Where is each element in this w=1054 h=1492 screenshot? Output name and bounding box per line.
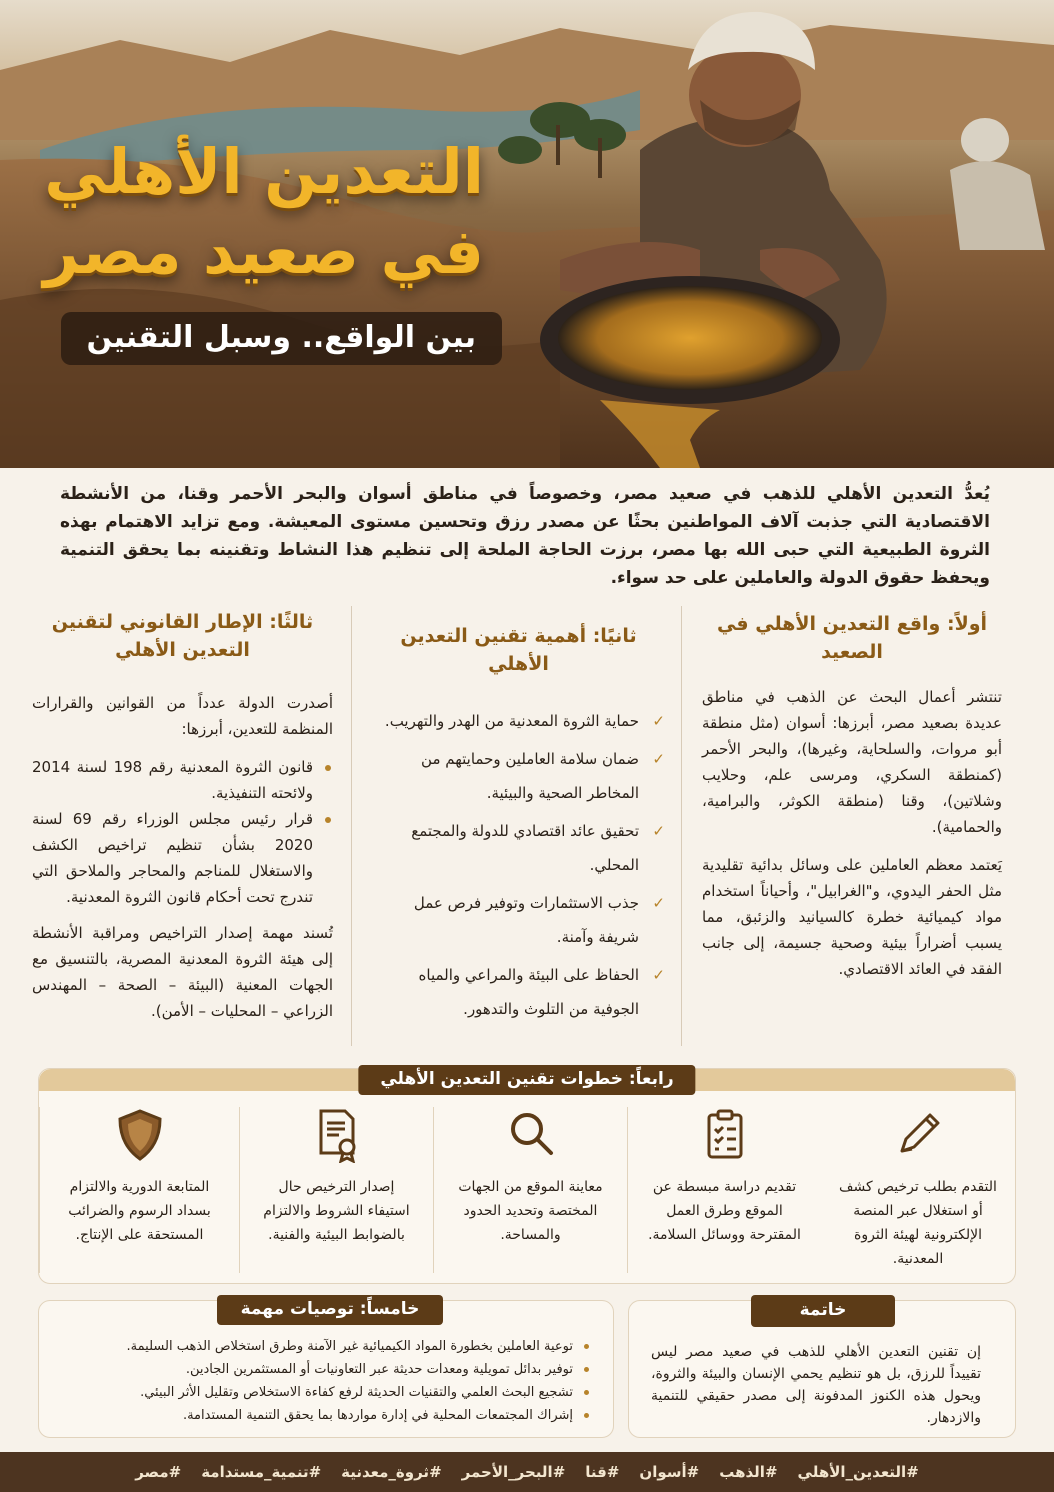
certificate-icon <box>311 1107 363 1163</box>
list-item: توعية العاملين بخطورة المواد الكيميائية غير الآمنة وطرق استخلاص الذهب السليمة. <box>51 1335 591 1358</box>
intro-paragraph: يُعدُّ التعدين الأهلي للذهب في صعيد مصر، وخصوصاً في مناطق أسوان والبحر الأحمر وقنا، من الأنشطة الاقتصادية التي جذبت آلاف المواطنين بحثًا عن مصدر رزق وتحسين مستوى المعيشة. ومع تزايد الاهتمام بهذه الثروة الطبيعية التي حبى الله بها مصر، برزت الحاجة الملحة إلى تنظيم هذا النشاط وتقنينه بما يحقق التنمية ويحفظ حقوق الدولة والعاملين على حد سواء. <box>60 484 990 588</box>
conclusion-text: إن تقنين التعدين الأهلي للذهب في صعيد مصر ليس تقييداً للرزق، بل هو تنظيم يحمي الإنسان والبيئة والثروة، ويحول هذه الكنوز المدفونة إلى مصدر حقيقي للتنمية والازدهار. <box>651 1344 981 1426</box>
hashtag[interactable]: #الذهب <box>719 1463 778 1481</box>
hashtag[interactable]: #أسوان <box>639 1463 700 1481</box>
list-item: إشراك المجتمعات المحلية في إدارة مواردها بما يحقق التنمية المستدامة. <box>51 1404 591 1427</box>
step-4 <box>239 1107 433 1273</box>
recommendations-box <box>38 1300 614 1438</box>
hashtag[interactable]: #مصر <box>135 1463 182 1481</box>
steps-title: رابعاً: خطوات تقنين التعدين الأهلي <box>358 1065 695 1095</box>
section-legal-framework <box>32 606 352 1046</box>
section-importance-title: ثانيًا: أهمية تقنين التعدين الأهلي <box>400 625 637 675</box>
step-1 <box>821 1107 1015 1273</box>
steps-section <box>38 1068 1016 1284</box>
legal-list <box>32 754 333 910</box>
list-item: قانون الثروة المعدنية رقم 198 لسنة 2014 ولائحته التنفيذية. <box>32 754 333 806</box>
list-item: ✓ ضمان سلامة العاملين وحمايتهم من المخاطر الصحية والبيئية. <box>372 742 665 810</box>
section-legal-title: ثالثًا: الإطار القانوني لتقنين التعدين الأهلي <box>51 611 314 661</box>
step-2-text: تقديم دراسة مبسطة عن الموقع وطرق العمل المقترحة ووسائل السلامة. <box>648 1179 801 1243</box>
step-5 <box>39 1107 239 1273</box>
recommendations-title: خامساً: توصيات مهمة <box>217 1295 443 1325</box>
hero-title-line1: التعدين الأهلي <box>44 135 484 208</box>
list-item: توفير بدائل تمويلية ومعدات حديثة عبر التعاونيات أو المستثمرين الجادين. <box>51 1358 591 1381</box>
section-legal-intro: أصدرت الدولة عدداً من القوانين والقرارات المنظمة للتعدين، أبرزها: <box>32 694 333 738</box>
hero-banner <box>0 0 1054 468</box>
section-importance <box>372 606 682 1046</box>
hero-title-line2: في صعيد مصر <box>43 215 484 288</box>
check-icon: ✓ <box>652 750 665 768</box>
section-reality-paragraph-2: يَعتمد معظم العاملين على وسائل بدائية تقليدية مثل الحفر اليدوي، و"الغرابيل"، وأحياناً استخدام مواد كيميائية خطرة كالسيانيد والزئبق، مما يسبب أضراراً بيئية وصحية جسيمة، إلى جانب الفقد في العائد الاقتصادي. <box>702 856 1002 978</box>
check-icon: ✓ <box>652 712 665 730</box>
step-4-text: إصدار الترخيص حال استيفاء الشروط والالتزام بالضوابط البيئية والفنية. <box>263 1179 410 1243</box>
section-legal-outro: تُسند مهمة إصدار التراخيص ومراقبة الأنشطة إلى هيئة الثروة المعدنية المصرية، بالتنسيق مع الجهات المعنية (البيئة – الصحة – المهندس الزراعي – المحليات – الأمن). <box>32 924 333 1020</box>
step-5-text: المتابعة الدورية والالتزام بسداد الرسوم والضرائب المستحقة على الإنتاج. <box>68 1179 211 1243</box>
section-reality-title: أولاً: واقع التعدين الأهلي في الصعيد <box>716 613 988 663</box>
list-item: قرار رئيس مجلس الوزراء رقم 69 لسنة 2020 بشأن تنظيم تراخيص الكشف والاستغلال للمناجم والمحاجر والملاحق التي تندرج تحت أحكام قانون الثروة المعدنية. <box>32 806 333 910</box>
pencil-icon <box>892 1107 944 1163</box>
hashtag[interactable]: #تنمية_مستدامة <box>201 1463 322 1481</box>
conclusion-box <box>628 1300 1016 1438</box>
list-item: ✓ جذب الاستثمارات وتوفير فرص عمل شريفة وآمنة. <box>372 886 665 954</box>
section-reality <box>702 606 1002 1046</box>
recommendations-list <box>51 1335 591 1427</box>
bullet-icon <box>584 1390 589 1395</box>
conclusion-title: خاتمة <box>751 1295 895 1327</box>
checklist-icon <box>699 1107 751 1163</box>
list-item: ✓ الحفاظ على البيئة والمراعي والمياه الجوفية من التلوث والتدهور. <box>372 958 665 1026</box>
list-item: ✓ حماية الثروة المعدنية من الهدر والتهريب. <box>372 704 665 738</box>
check-icon: ✓ <box>652 966 665 984</box>
hashtags-footer <box>0 1452 1054 1492</box>
list-item: ✓ تحقيق عائد اقتصادي للدولة والمجتمع المحلي. <box>372 814 665 882</box>
step-3 <box>433 1107 627 1273</box>
step-2 <box>627 1107 821 1273</box>
hashtag[interactable]: #قنا <box>585 1463 620 1481</box>
shield-icon <box>114 1107 166 1163</box>
bullet-icon <box>584 1344 589 1349</box>
hashtag[interactable]: #التعدين_الأهلي <box>797 1463 919 1481</box>
importance-list <box>372 704 665 1026</box>
hashtag[interactable]: #البحر_الأحمر <box>461 1463 566 1481</box>
section-reality-paragraph-1: تنتشر أعمال البحث عن الذهب في مناطق عديدة بصعيد مصر، أبرزها: أسوان (مثل منطقة أبو مروات، والسلحاية، وغيرها)، والبحر الأحمر (كمنطقة السكري، ومرسى علم، وحلايب وشلاتين)، وقنا (منطقة الكوثر، والبرامية، والحمامية). <box>702 688 1002 836</box>
hero-title <box>24 132 484 292</box>
hashtag[interactable]: #ثروة_معدنية <box>341 1463 442 1481</box>
bullet-icon <box>325 817 331 823</box>
bullet-icon <box>325 765 331 771</box>
bullet-icon <box>584 1367 589 1372</box>
hero-subtitle: بين الواقع.. وسبل التقنين <box>61 312 502 365</box>
magnifier-icon <box>505 1107 557 1163</box>
check-icon: ✓ <box>652 822 665 840</box>
step-3-text: معاينة الموقع من الجهات المختصة وتحديد الحدود والمساحة. <box>458 1179 603 1243</box>
check-icon: ✓ <box>652 894 665 912</box>
bullet-icon <box>584 1413 589 1418</box>
step-1-text: التقدم بطلب ترخيص كشف أو استغلال عبر المنصة الإلكترونية لهيئة الثروة المعدنية. <box>839 1179 997 1267</box>
list-item: تشجيع البحث العلمي والتقنيات الحديثة لرفع كفاءة الاستخلاص وتقليل الأثر البيئي. <box>51 1381 591 1404</box>
